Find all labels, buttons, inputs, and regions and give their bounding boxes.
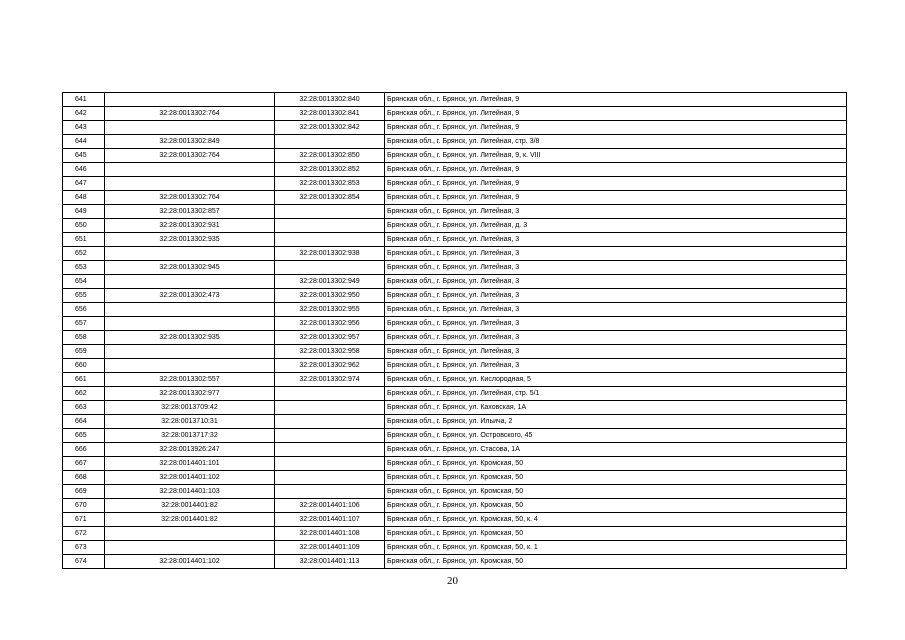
cadastral-number-cell: 32:28:0013302:931 (105, 219, 275, 233)
address-cell: Брянская обл., г. Брянск, ул. Кромская, 50 (385, 485, 847, 499)
object-cadastral-number-cell: 32:28:0014401:108 (275, 527, 385, 541)
row-number-cell: 665 (63, 429, 105, 443)
row-number-cell: 668 (63, 471, 105, 485)
object-cadastral-number-cell: 32:28:0013302:957 (275, 331, 385, 345)
row-number-cell: 648 (63, 191, 105, 205)
registry-table (62, 92, 847, 569)
address-cell: Брянская обл., г. Брянск, ул. Литейная, 3 (385, 303, 847, 317)
table-row (63, 443, 847, 457)
object-cadastral-number-cell (275, 429, 385, 443)
address-cell: Брянская обл., г. Брянск, ул. Литейная, д. 3 (385, 219, 847, 233)
table-row (63, 107, 847, 121)
table-row (63, 205, 847, 219)
cadastral-number-cell (105, 317, 275, 331)
address-cell: Брянская обл., г. Брянск, ул. Литейная, 3 (385, 275, 847, 289)
table-row (63, 499, 847, 513)
address-cell: Брянская обл., г. Брянск, ул. Кромская, 50 (385, 471, 847, 485)
table-row (63, 485, 847, 499)
object-cadastral-number-cell: 32:28:0013302:840 (275, 93, 385, 107)
cadastral-number-cell: 32:28:0014401:102 (105, 471, 275, 485)
row-number-cell: 658 (63, 331, 105, 345)
address-cell: Брянская обл., г. Брянск, ул. Стасова, 1А (385, 443, 847, 457)
cadastral-number-cell: 32:28:0013302:764 (105, 107, 275, 121)
cadastral-number-cell: 32:28:0013709:42 (105, 401, 275, 415)
row-number-cell: 663 (63, 401, 105, 415)
cadastral-number-cell: 32:28:0014401:103 (105, 485, 275, 499)
table-row (63, 401, 847, 415)
row-number-cell: 657 (63, 317, 105, 331)
row-number-cell: 666 (63, 443, 105, 457)
row-number-cell: 662 (63, 387, 105, 401)
table-row (63, 471, 847, 485)
table-row (63, 93, 847, 107)
address-cell: Брянская обл., г. Брянск, ул. Кромская, 50, к. 1 (385, 541, 847, 555)
cadastral-number-cell: 32:28:0013302:935 (105, 331, 275, 345)
row-number-cell: 655 (63, 289, 105, 303)
address-cell: Брянская обл., г. Брянск, ул. Кромская, 50 (385, 457, 847, 471)
cadastral-number-cell: 32:28:0013302:945 (105, 261, 275, 275)
object-cadastral-number-cell (275, 415, 385, 429)
row-number-cell: 656 (63, 303, 105, 317)
address-cell: Брянская обл., г. Брянск, ул. Кромская, 50, к. 4 (385, 513, 847, 527)
row-number-cell: 669 (63, 485, 105, 499)
row-number-cell: 653 (63, 261, 105, 275)
address-cell: Брянская обл., г. Брянск, ул. Литейная, 3 (385, 359, 847, 373)
table-row (63, 163, 847, 177)
row-number-cell: 670 (63, 499, 105, 513)
table-row (63, 555, 847, 569)
object-cadastral-number-cell (275, 135, 385, 149)
table-row (63, 317, 847, 331)
row-number-cell: 659 (63, 345, 105, 359)
table-row (63, 261, 847, 275)
address-cell: Брянская обл., г. Брянск, ул. Литейная, 3 (385, 289, 847, 303)
row-number-cell: 661 (63, 373, 105, 387)
cadastral-number-cell: 32:28:0014401:82 (105, 499, 275, 513)
table-row (63, 149, 847, 163)
table-row (63, 233, 847, 247)
object-cadastral-number-cell: 32:28:0013302:850 (275, 149, 385, 163)
cadastral-number-cell: 32:28:0014401:101 (105, 457, 275, 471)
row-number-cell: 664 (63, 415, 105, 429)
cadastral-number-cell (105, 541, 275, 555)
cadastral-number-cell (105, 345, 275, 359)
address-cell: Брянская обл., г. Брянск, ул. Каховская, 1А (385, 401, 847, 415)
table-row (63, 345, 847, 359)
cadastral-number-cell (105, 121, 275, 135)
row-number-cell: 652 (63, 247, 105, 261)
object-cadastral-number-cell: 32:28:0014401:113 (275, 555, 385, 569)
address-cell: Брянская обл., г. Брянск, ул. Кромская, 50 (385, 499, 847, 513)
address-cell: Брянская обл., г. Брянск, ул. Литейная, 3 (385, 233, 847, 247)
cadastral-number-cell (105, 177, 275, 191)
address-cell: Брянская обл., г. Брянск, ул. Литейная, 3 (385, 247, 847, 261)
address-cell: Брянская обл., г. Брянск, ул. Островского, 45 (385, 429, 847, 443)
object-cadastral-number-cell (275, 485, 385, 499)
object-cadastral-number-cell: 32:28:0014401:107 (275, 513, 385, 527)
row-number-cell: 674 (63, 555, 105, 569)
object-cadastral-number-cell: 32:28:0013302:962 (275, 359, 385, 373)
table-row (63, 247, 847, 261)
cadastral-number-cell (105, 163, 275, 177)
address-cell: Брянская обл., г. Брянск, ул. Кислородная, 5 (385, 373, 847, 387)
row-number-cell: 660 (63, 359, 105, 373)
address-cell: Брянская обл., г. Брянск, ул. Литейная, 9, к. VIII (385, 149, 847, 163)
cadastral-number-cell: 32:28:0014401:82 (105, 513, 275, 527)
object-cadastral-number-cell: 32:28:0013302:949 (275, 275, 385, 289)
cadastral-number-cell: 32:28:0013302:764 (105, 191, 275, 205)
page-number: 20 (447, 575, 458, 587)
cadastral-number-cell: 32:28:0013302:977 (105, 387, 275, 401)
table-row (63, 387, 847, 401)
row-number-cell: 645 (63, 149, 105, 163)
address-cell: Брянская обл., г. Брянск, ул. Литейная, 3 (385, 261, 847, 275)
address-cell: Брянская обл., г. Брянск, ул. Литейная, 3 (385, 345, 847, 359)
row-number-cell: 643 (63, 121, 105, 135)
address-cell: Брянская обл., г. Брянск, ул. Кромская, 50 (385, 555, 847, 569)
table-row (63, 429, 847, 443)
table-row (63, 219, 847, 233)
table-row (63, 331, 847, 345)
row-number-cell: 673 (63, 541, 105, 555)
object-cadastral-number-cell: 32:28:0013302:841 (275, 107, 385, 121)
object-cadastral-number-cell: 32:28:0013302:956 (275, 317, 385, 331)
table-row (63, 121, 847, 135)
table-row (63, 191, 847, 205)
object-cadastral-number-cell: 32:28:0013302:950 (275, 289, 385, 303)
cadastral-number-cell: 32:28:0013302:857 (105, 205, 275, 219)
address-cell: Брянская обл., г. Брянск, ул. Литейная, стр. 3/8 (385, 135, 847, 149)
row-number-cell: 672 (63, 527, 105, 541)
cadastral-number-cell: 32:28:0013302:557 (105, 373, 275, 387)
object-cadastral-number-cell: 32:28:0014401:109 (275, 541, 385, 555)
table-row (63, 527, 847, 541)
cadastral-number-cell (105, 247, 275, 261)
table-row (63, 289, 847, 303)
table-row (63, 513, 847, 527)
address-cell: Брянская обл., г. Брянск, ул. Литейная, 9 (385, 121, 847, 135)
table-row (63, 457, 847, 471)
cadastral-number-cell: 32:28:0013302:473 (105, 289, 275, 303)
object-cadastral-number-cell (275, 205, 385, 219)
table-row (63, 177, 847, 191)
object-cadastral-number-cell (275, 261, 385, 275)
cadastral-number-cell: 32:28:0013302:849 (105, 135, 275, 149)
row-number-cell: 651 (63, 233, 105, 247)
object-cadastral-number-cell (275, 457, 385, 471)
cadastral-number-cell (105, 303, 275, 317)
address-cell: Брянская обл., г. Брянск, ул. Литейная, стр. 5/1 (385, 387, 847, 401)
row-number-cell: 649 (63, 205, 105, 219)
address-cell: Брянская обл., г. Брянск, ул. Литейная, 3 (385, 331, 847, 345)
cadastral-number-cell (105, 275, 275, 289)
cadastral-number-cell (105, 93, 275, 107)
table-row (63, 373, 847, 387)
table-row (63, 303, 847, 317)
row-number-cell: 671 (63, 513, 105, 527)
table-row (63, 135, 847, 149)
registry-table-body (63, 93, 847, 569)
object-cadastral-number-cell (275, 443, 385, 457)
row-number-cell: 642 (63, 107, 105, 121)
object-cadastral-number-cell: 32:28:0013302:854 (275, 191, 385, 205)
object-cadastral-number-cell: 32:28:0013302:852 (275, 163, 385, 177)
object-cadastral-number-cell: 32:28:0013302:853 (275, 177, 385, 191)
object-cadastral-number-cell: 32:28:0013302:842 (275, 121, 385, 135)
object-cadastral-number-cell (275, 401, 385, 415)
cadastral-number-cell (105, 527, 275, 541)
object-cadastral-number-cell (275, 387, 385, 401)
cadastral-number-cell: 32:28:0013926:247 (105, 443, 275, 457)
address-cell: Брянская обл., г. Брянск, ул. Литейная, 3 (385, 317, 847, 331)
object-cadastral-number-cell (275, 219, 385, 233)
table-row (63, 359, 847, 373)
object-cadastral-number-cell (275, 471, 385, 485)
row-number-cell: 646 (63, 163, 105, 177)
object-cadastral-number-cell: 32:28:0014401:106 (275, 499, 385, 513)
address-cell: Брянская обл., г. Брянск, ул. Литейная, 3 (385, 205, 847, 219)
cadastral-number-cell (105, 359, 275, 373)
address-cell: Брянская обл., г. Брянск, ул. Кромская, 50 (385, 527, 847, 541)
cadastral-number-cell: 32:28:0013302:764 (105, 149, 275, 163)
object-cadastral-number-cell: 32:28:0013302:955 (275, 303, 385, 317)
row-number-cell: 654 (63, 275, 105, 289)
cadastral-number-cell: 32:28:0013302:935 (105, 233, 275, 247)
row-number-cell: 647 (63, 177, 105, 191)
table-row (63, 415, 847, 429)
address-cell: Брянская обл., г. Брянск, ул. Литейная, 9 (385, 107, 847, 121)
address-cell: Брянская обл., г. Брянск, ул. Ильича, 2 (385, 415, 847, 429)
table-row (63, 275, 847, 289)
address-cell: Брянская обл., г. Брянск, ул. Литейная, 9 (385, 177, 847, 191)
address-cell: Брянская обл., г. Брянск, ул. Литейная, 9 (385, 163, 847, 177)
object-cadastral-number-cell: 32:28:0013302:958 (275, 345, 385, 359)
object-cadastral-number-cell (275, 233, 385, 247)
row-number-cell: 667 (63, 457, 105, 471)
cadastral-number-cell: 32:28:0013717:32 (105, 429, 275, 443)
object-cadastral-number-cell: 32:28:0013302:974 (275, 373, 385, 387)
address-cell: Брянская обл., г. Брянск, ул. Литейная, 9 (385, 93, 847, 107)
address-cell: Брянская обл., г. Брянск, ул. Литейная, 9 (385, 191, 847, 205)
row-number-cell: 644 (63, 135, 105, 149)
table-row (63, 541, 847, 555)
row-number-cell: 641 (63, 93, 105, 107)
cadastral-number-cell: 32:28:0013710:31 (105, 415, 275, 429)
cadastral-number-cell: 32:28:0014401:102 (105, 555, 275, 569)
object-cadastral-number-cell: 32:28:0013302:938 (275, 247, 385, 261)
row-number-cell: 650 (63, 219, 105, 233)
